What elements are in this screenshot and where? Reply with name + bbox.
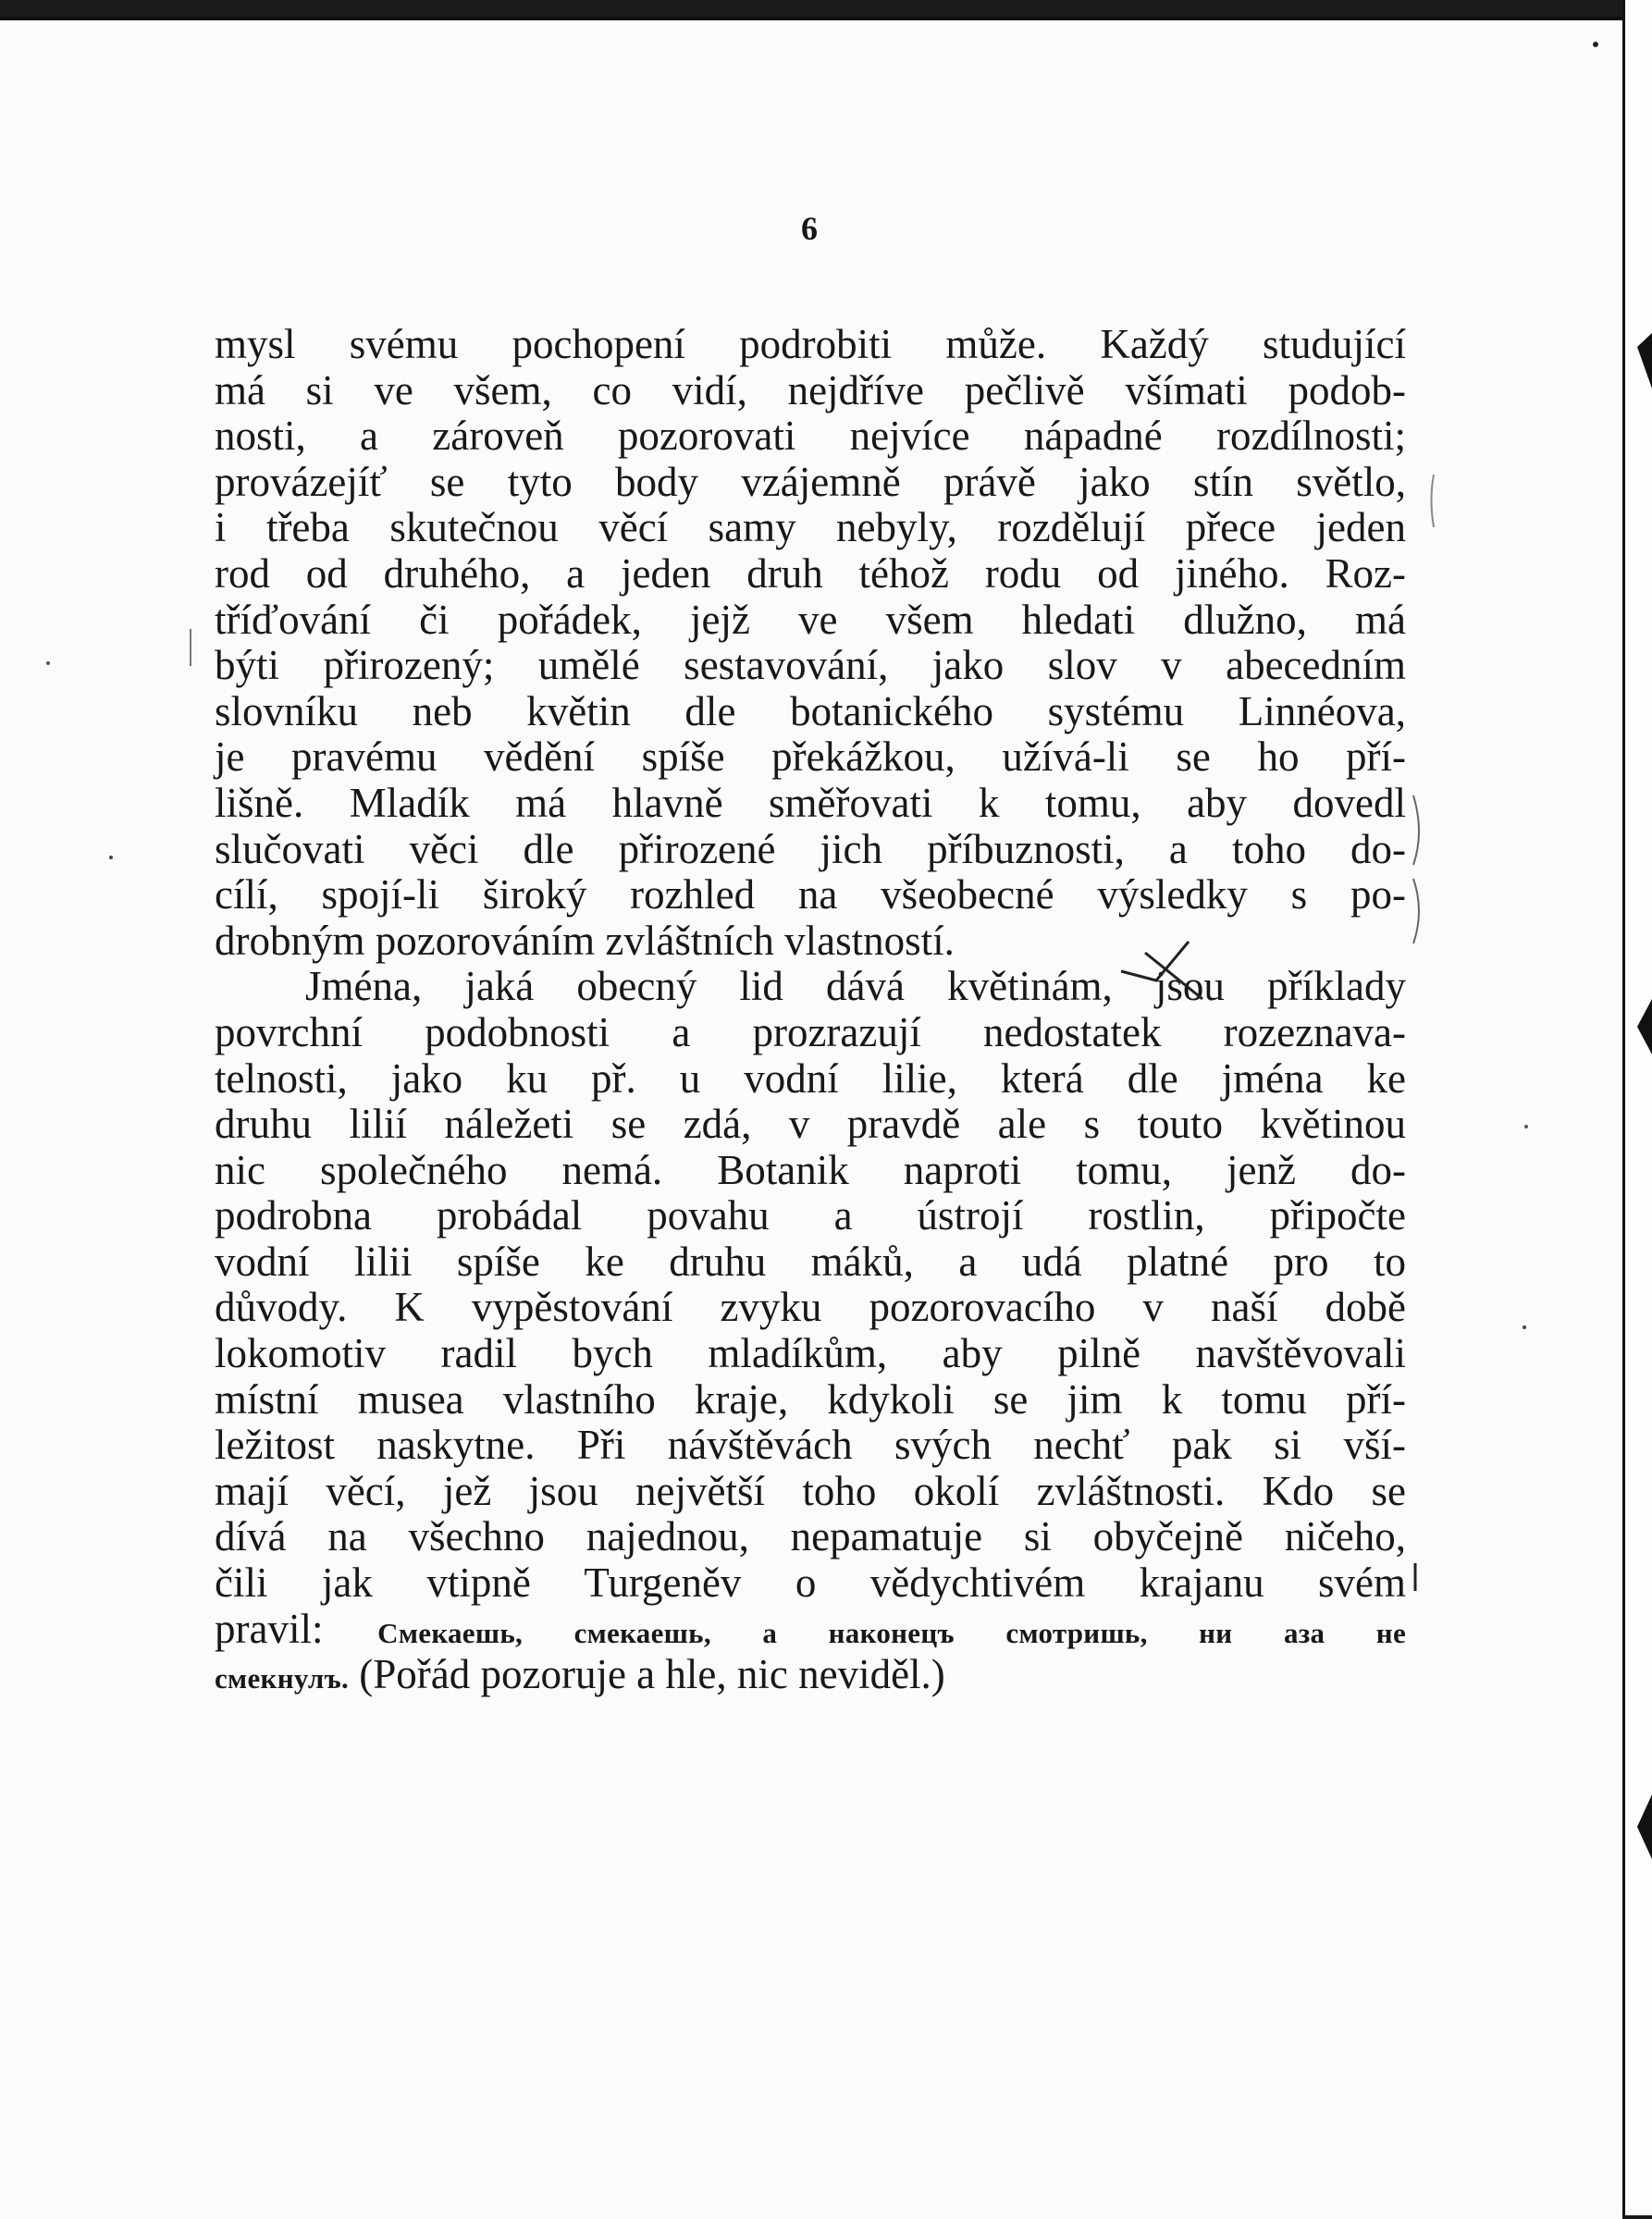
russian-quote: Смекаешь, смекаешь, а наконецъ смотришь, ни аза не: [377, 1616, 1407, 1649]
text-line: mysl svému pochopení podrobiti může. Každý studující: [215, 321, 1406, 367]
text-line: drobným pozorováním zvláštních vlastností.: [215, 917, 955, 964]
text-line: býti přirozený; umělé sestavování, jako slov v abecedním: [215, 642, 1406, 689]
quote-lead: pravil:: [215, 1605, 378, 1652]
body-text: [215, 322, 1406, 1698]
text-line: slovníku neb květin dle botanického systému Linnéova,: [215, 687, 1406, 734]
quote-line: [215, 1607, 1406, 1653]
text-line: i třeba skutečnou věcí samy nebyly, rozdělují přece jeden: [215, 504, 1406, 551]
translation: (Pořád pozoruje a hle, nic neviděl.): [349, 1651, 945, 1698]
text-line: Jména, jaká obecný lid dává květinám, jsou příklady: [305, 963, 1406, 1010]
page-edge: [1622, 0, 1652, 2215]
text-line: nosti, a zároveň pozorovati nejvíce nápadné rozdílnosti;: [215, 413, 1406, 460]
text-line: je pravému vědění spíše překážkou, užívá-li se ho pří-: [215, 734, 1406, 781]
text-line: vodní lilii spíše ke druhu máků, a udá platné pro to: [215, 1238, 1406, 1285]
text-line: dívá na všechno najednou, nepamatuje si obyčejně ničeho,: [215, 1513, 1406, 1560]
russian-quote-end: смекнулъ.: [215, 1662, 350, 1695]
text-line: povrchní podobnosti a prozrazují nedostatek rozeznava-: [215, 1008, 1406, 1055]
text-line: místní musea vlastního kraje, kdykoli se jim k tomu pří-: [215, 1375, 1406, 1423]
text-line: slučovati věci dle přirozené jich příbuznosti, a toho do-: [215, 825, 1406, 872]
text-line: provázejíť se tyto body vzájemně právě jako stín světlo,: [215, 458, 1406, 505]
text-line: cílí, spojí-li široký rozhled na všeobecné výsledky s po-: [215, 871, 1406, 918]
text-line: telnosti, jako ku př. u vodní lilie, která dle jména ke: [215, 1054, 1406, 1102]
text-line: lokomotiv radil bych mladíkům, aby pilně navštěvovali: [215, 1330, 1406, 1377]
text-line: má si ve všem, co vidí, nejdříve pečlivě všímati podob-: [215, 366, 1406, 413]
text-line: mají věcí, jež jsou největší toho okolí zvláštnosti. Kdo se: [215, 1467, 1406, 1514]
text-line: podrobna probádal povahu a ústrojí rostlin, připočte: [215, 1192, 1406, 1239]
quote-line: [215, 1652, 1406, 1698]
text-line: nic společného nemá. Botanik naproti tomu, jenž do-: [215, 1146, 1406, 1193]
text-line: důvody. K vypěstování zvyku pozorovacího v naší době: [215, 1284, 1406, 1331]
text-line: čili jak vtipně Turgeněv o vědychtivém krajanu svém: [215, 1559, 1406, 1607]
text-line: tříďování či pořádek, jejž ve všem hledati dlužno, má: [215, 596, 1406, 643]
text-line: ležitost naskytne. Při návštěvách svých nechť pak si vší-: [215, 1422, 1406, 1469]
text-line: rod od druhého, a jeden druh téhož rodu od jiného. Roz-: [215, 549, 1406, 597]
page-number: 6: [801, 210, 818, 247]
text-line: lišně. Mladík má hlavně směřovati k tomu, aby dovedl: [215, 779, 1406, 826]
text-line: druhu lilií náležeti se zdá, v pravdě ale s touto květinou: [215, 1101, 1406, 1148]
